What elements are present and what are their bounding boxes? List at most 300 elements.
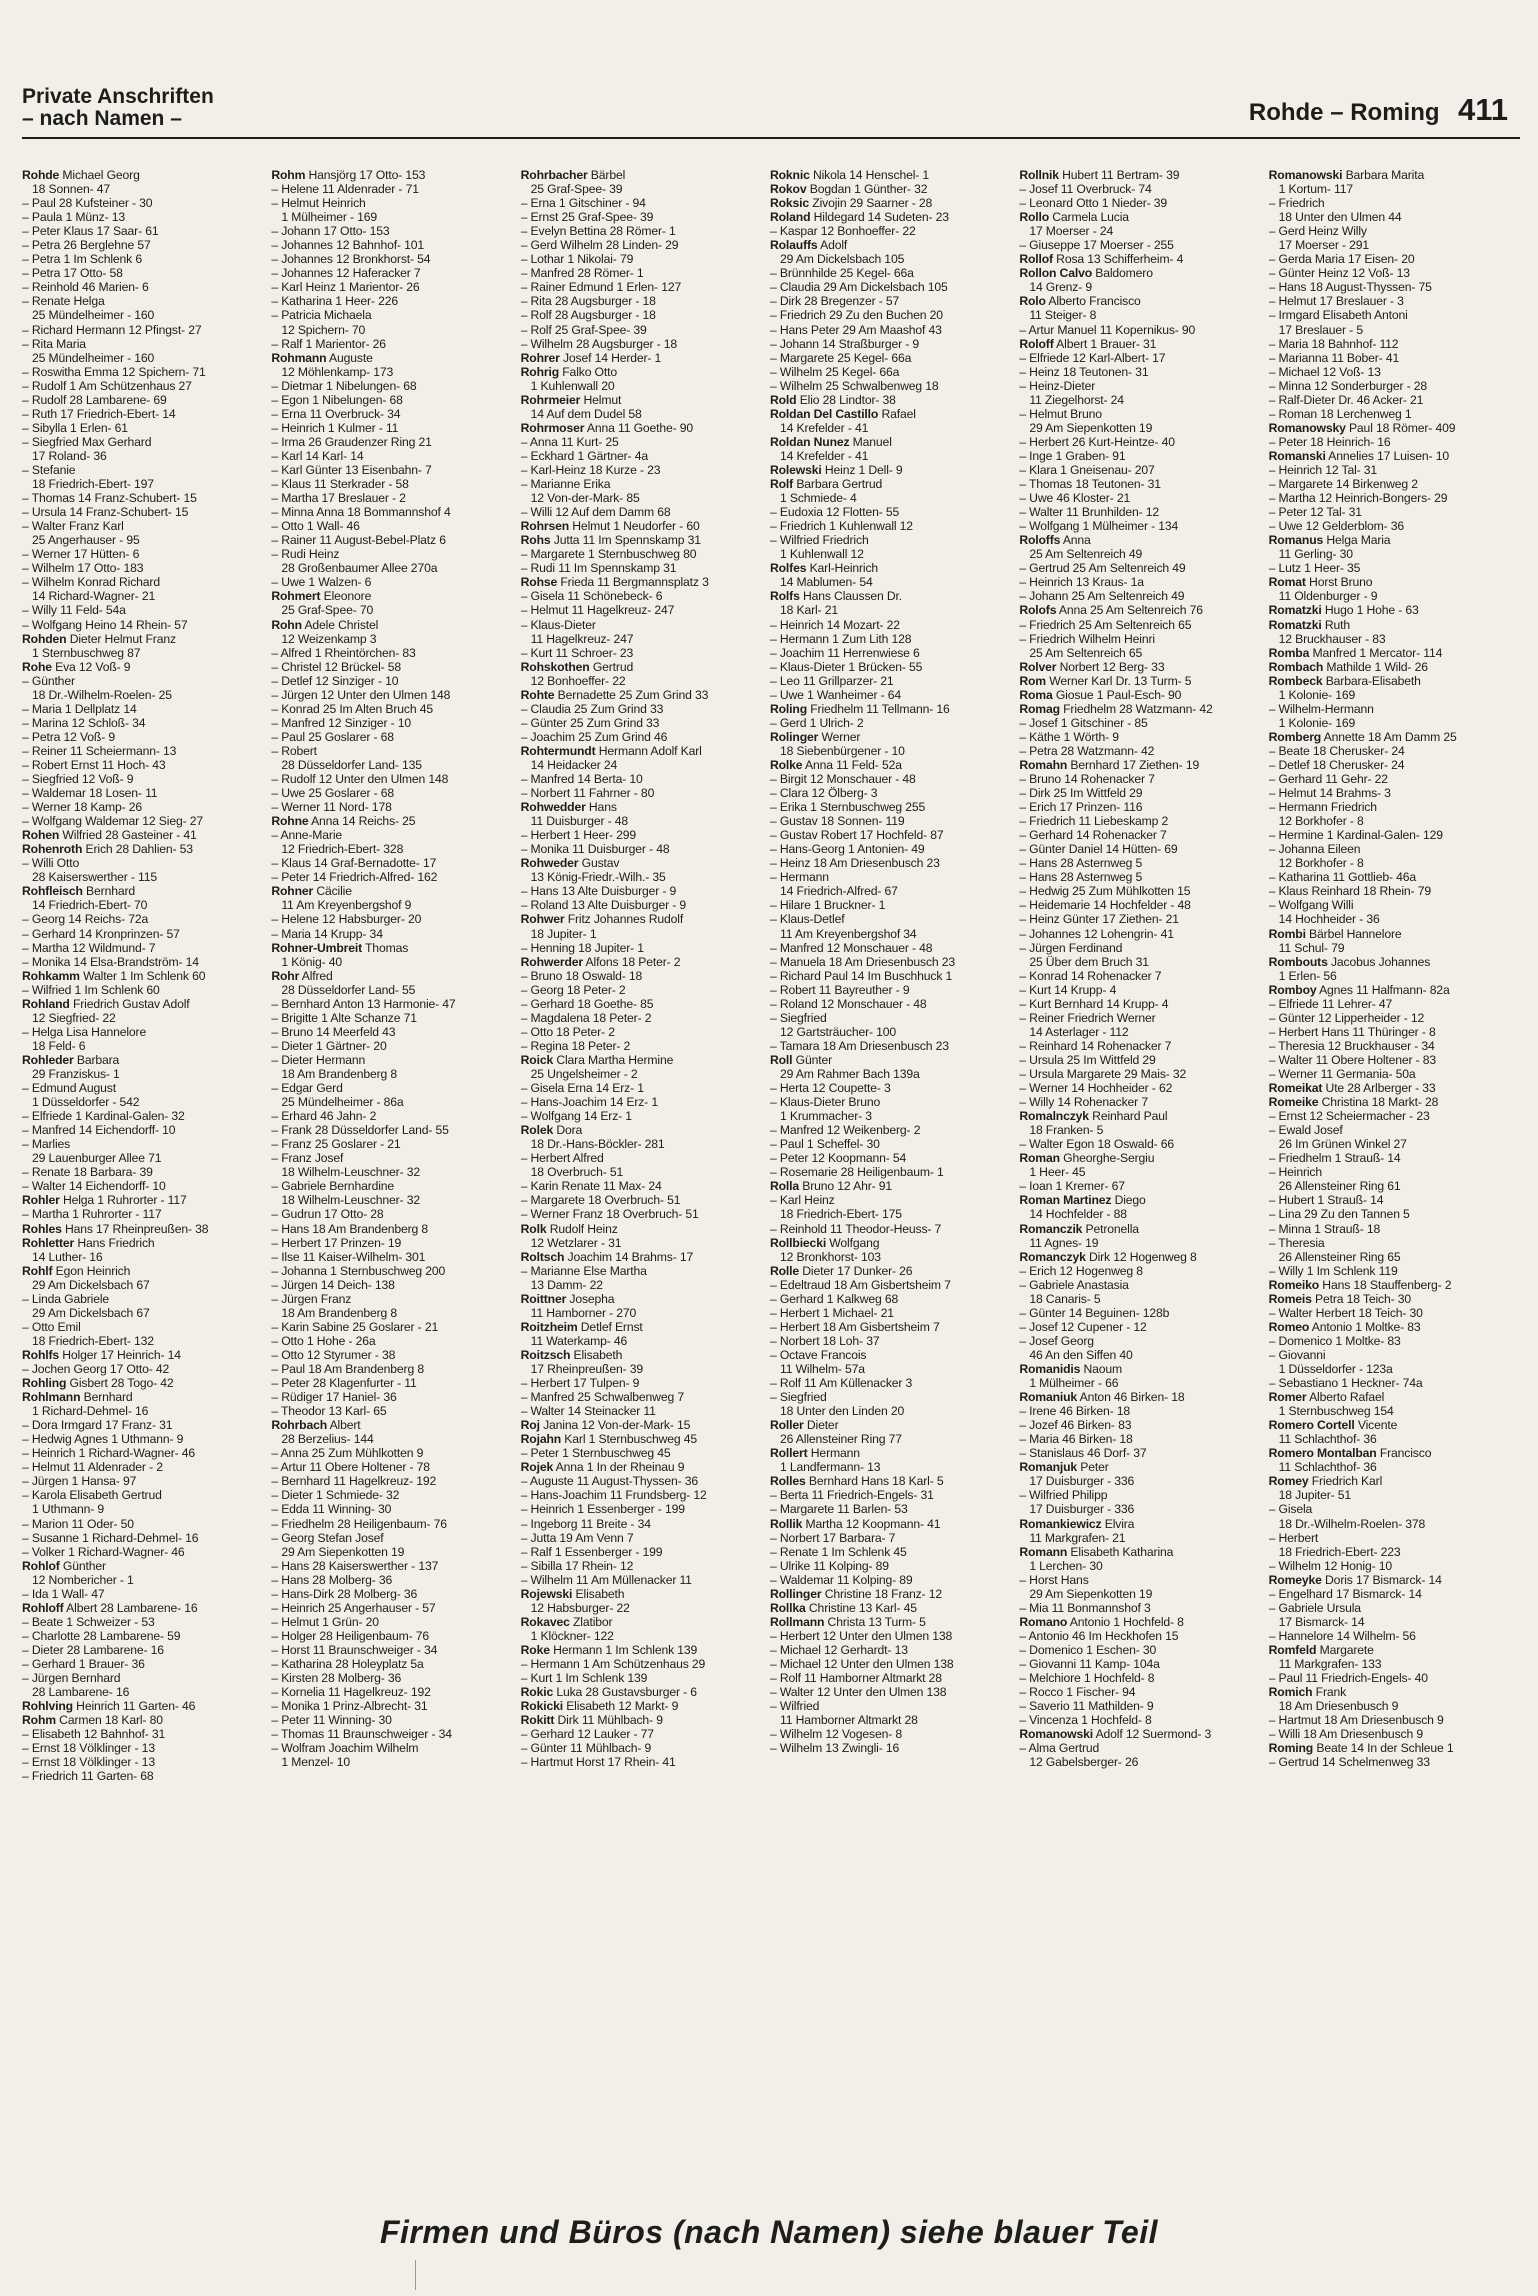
entry-continuation: – Tamara 18 Am Driesenbusch 23 — [769, 1038, 949, 1053]
entry-details: Jacobus Johannes — [1327, 954, 1431, 969]
entry-continuation: – Dieter 1 Schmiede- 32 — [271, 1488, 400, 1503]
entry-address-line: 18 Friedrich-Ebert- 197 — [32, 477, 154, 492]
entry-continuation: – Reinhold 46 Marien- 6 — [22, 280, 149, 295]
entry-continuation: – Marianne Erika — [520, 477, 611, 492]
entry-address-line: 11 Am Kreyenbergshof 9 — [281, 898, 412, 913]
entry-continuation: – Wilhelm 17 Otto- 183 — [22, 561, 144, 576]
entry-address-line: 12 Bronkhorst- 103 — [779, 1249, 881, 1264]
entry-surname: Roming — [1268, 1741, 1314, 1756]
entry-details: Anna — [1060, 533, 1091, 548]
entry-surname: Romanowski — [1019, 1727, 1093, 1742]
entry-continuation: – Katharina 28 Holeyplatz 5a — [271, 1656, 424, 1671]
entry-address-line: 29 Am Dickelsbach 105 — [779, 252, 905, 267]
entry-continuation: – Friedrich 11 Liebeskamp 2 — [1019, 814, 1169, 829]
entry-details: Hildegard 14 Sudeten- 23 — [810, 210, 949, 225]
entry-address-line: 46 An den Siffen 40 — [1029, 1347, 1133, 1362]
entry-surname: Rohlfs — [22, 1347, 60, 1362]
entry-continuation: – Friedhelm 1 Strauß- 14 — [1268, 1151, 1401, 1166]
entry-continuation: – Melchiore 1 Hochfeld- 8 — [1019, 1671, 1155, 1686]
entry-head — [1269, 927, 1512, 941]
footer-note: Firmen und Büros (nach Namen) siehe blauer Teil — [379, 2214, 1158, 2250]
entry-continuation: – Eckhard 1 Gärtner- 4a — [520, 448, 648, 463]
entry-head — [1269, 1573, 1512, 1587]
directory-column — [22, 168, 271, 2198]
entry-address-line: 14 Hochfelder - 88 — [1029, 1207, 1127, 1222]
entry-details: Hermann 1 Im Schlenk 139 — [549, 1642, 698, 1657]
entry-head — [770, 1418, 1013, 1432]
entry-surname: Roknic — [769, 168, 810, 182]
entry-surname: Rolek — [520, 1123, 554, 1138]
entry-continuation: – Leo 11 Grillparzer- 21 — [769, 673, 894, 688]
entry-continuation: – Klaus-Detlef — [769, 912, 845, 927]
entry-head — [1269, 449, 1512, 463]
entry-details: Elisabeth — [570, 1347, 623, 1362]
entry-continuation: – Minna 12 Sonderburger - 28 — [1268, 378, 1428, 393]
entry-surname: Rohleder — [22, 1052, 74, 1067]
entry-continuation: – Walter 14 Steinacker 11 — [520, 1404, 656, 1419]
entry-continuation: – Friedhelm 28 Heiligenbaum- 76 — [271, 1516, 447, 1531]
entry-continuation: – Rolf 28 Augsburger - 18 — [520, 308, 656, 323]
entry-address-line: 14 Luther- 16 — [32, 1249, 103, 1264]
entry-continuation: – Wolfgang 14 Erz- 1 — [520, 1109, 632, 1124]
entry-continuation: – Gerhard 14 Kronprinzen- 57 — [22, 926, 180, 941]
entry-surname: Rollo — [1019, 210, 1050, 225]
entry-continuation: – Heinrich 25 Angerhauser - 57 — [271, 1600, 436, 1615]
entry-address-line: 1 Kortum- 117 — [1278, 182, 1354, 197]
entry-details: Barbara — [73, 1052, 120, 1067]
entry-details: Zivojin 29 Saarner - 28 — [809, 196, 933, 211]
entry-surname: Rokov — [769, 182, 807, 197]
entry-continuation: – Petra 12 Voß- 9 — [22, 729, 115, 744]
entry-details: Peter — [1077, 1460, 1109, 1475]
entry-head — [1269, 1418, 1512, 1432]
entry-address-line: 29 Am Siepenkotten 19 — [281, 1544, 405, 1559]
entry-address-line: 11 Hamborner - 270 — [530, 1305, 637, 1320]
entry-continuation: – Herbert Hans 11 Thüringer - 8 — [1268, 1024, 1436, 1039]
entry-surname: Rohskothen — [520, 659, 590, 674]
entry-continuation: – Giovanni — [1268, 1347, 1326, 1362]
entry-head — [521, 1685, 764, 1699]
entry-continuation: – Jürgen 12 Unter den Ulmen 148 — [271, 687, 451, 702]
entry-continuation: – Friedrich 29 Zu den Buchen 20 — [769, 308, 943, 323]
entry-continuation: – Reinhard 14 Rohenacker 7 — [1019, 1038, 1172, 1053]
entry-address-line: 18 Friedrich-Ebert- 175 — [779, 1207, 902, 1222]
entry-continuation: – Monika 14 Elsa-Brandström- 14 — [22, 954, 199, 969]
entry-address-line: 18 Dr.-Hans-Böckler- 281 — [530, 1137, 665, 1152]
entry-surname: Romatzki — [1268, 603, 1322, 618]
entry-continuation: – Martha 17 Breslauer - 2 — [271, 491, 406, 506]
entry-continuation: – Willy 14 Rohenacker 7 — [1019, 1095, 1148, 1110]
entry-continuation: – Monika 11 Duisburger - 48 — [520, 842, 670, 857]
entry-continuation: – Bruno 14 Meerfeld 43 — [271, 1024, 396, 1039]
entry-details: Anna 25 Am Seltenreich 76 — [1056, 603, 1203, 618]
entry-details: Agnes 11 Halfmann- 82a — [1316, 982, 1450, 997]
entry-continuation: – Gerda Maria 17 Eisen- 20 — [1268, 252, 1415, 267]
entry-continuation: – Rolf 11 Am Küllenacker 3 — [769, 1376, 913, 1391]
entry-address-line: 28 Großenbaumer Allee 270a — [281, 561, 438, 576]
entry-continuation: – Willi 18 Am Driesenbusch 9 — [1268, 1727, 1423, 1742]
entry-continuation: – Hannelore 14 Wilhelm- 56 — [1268, 1628, 1416, 1643]
entry-head — [22, 884, 265, 898]
entry-continuation: – Thomas 18 Teutonen- 31 — [1019, 477, 1161, 492]
entry-address-line: 12 Habsburger- 22 — [530, 1600, 630, 1615]
entry-continuation: – Brünnhilde 25 Kegel- 66a — [769, 266, 914, 281]
entry-continuation: – Walter 11 Obere Holtener - 83 — [1268, 1052, 1437, 1067]
entry-address-line: 1 Uthmann- 9 — [32, 1502, 105, 1517]
entry-head — [1019, 758, 1262, 772]
entry-continuation: – Otto 1 Wall- 46 — [271, 519, 360, 534]
entry-head — [22, 1264, 265, 1278]
entry-address-line: 12 Bruckhauser - 83 — [1278, 631, 1386, 646]
entry-head — [271, 884, 514, 898]
entry-surname: Roman Martinez — [1019, 1193, 1112, 1208]
entry-continuation: – Alma Gertrud — [1019, 1741, 1100, 1756]
directory-columns — [22, 168, 1518, 2198]
entry-continuation: – Bernhard 11 Hagelkreuz- 192 — [271, 1474, 437, 1489]
entry-continuation: – Mia 11 Bonmannshof 3 — [1019, 1600, 1151, 1615]
entry-continuation: – Maria 1 Dellplatz 14 — [22, 701, 137, 716]
entry-continuation: – Hermann 1 Am Schützenhaus 29 — [520, 1656, 706, 1671]
entry-continuation: – Heinrich 1 Essenberger - 199 — [520, 1502, 685, 1517]
entry-details: Antonio 1 Moltke- 83 — [1309, 1319, 1421, 1334]
entry-address-line: 18 Friedrich-Ebert- 132 — [32, 1333, 154, 1348]
entry-surname: Rolk — [520, 1221, 547, 1236]
entry-continuation: – Heinz-Dieter — [1019, 378, 1096, 393]
entry-details: Cäcilie — [313, 884, 352, 899]
entry-head — [770, 561, 1013, 575]
entry-address-line: 12 Gabelsberger- 26 — [1029, 1755, 1139, 1770]
entry-details: Diego — [1111, 1193, 1146, 1208]
entry-surname: Romanski — [1268, 448, 1326, 463]
entry-head — [22, 842, 265, 856]
entry-continuation: – Elfriede 12 Karl-Albert- 17 — [1019, 350, 1166, 365]
entry-details: Annelies 17 Luisen- 10 — [1325, 448, 1449, 463]
entry-continuation: – Günter 14 Beguinen- 128b — [1019, 1305, 1170, 1320]
entry-continuation: – Alfred 1 Rheintörchen- 83 — [271, 645, 416, 660]
entry-details: Petronella — [1082, 1221, 1139, 1236]
entry-details: Bernhard — [80, 1390, 133, 1405]
entry-details: Barbara-Elisabeth — [1322, 673, 1421, 688]
entry-details: Christine 18 Franz- 12 — [821, 1586, 942, 1601]
entry-continuation: – Jozef 46 Birken- 83 — [1019, 1418, 1132, 1433]
entry-surname: Rojahn — [520, 1432, 562, 1447]
entry-details: Rosa 13 Schifferheim- 4 — [1052, 252, 1184, 267]
entry-address-line: 12 Bonhoeffer- 22 — [530, 673, 626, 688]
entry-continuation: – Edda 11 Winning- 30 — [271, 1502, 392, 1517]
entry-continuation: – Gerd Heinz Willy — [1268, 224, 1367, 239]
entry-head — [1269, 955, 1512, 969]
entry-continuation: – Robert — [271, 743, 317, 758]
entry-surname: Romeis — [1268, 1291, 1312, 1306]
entry-continuation: – Beate 1 Schweizer - 53 — [22, 1614, 155, 1629]
entry-surname: Rohloff — [22, 1600, 64, 1615]
entry-continuation: – Sebastiano 1 Heckner- 74a — [1268, 1376, 1423, 1391]
entry-address-line: 25 Am Seltenreich 49 — [1029, 547, 1143, 562]
entry-head — [1019, 168, 1262, 182]
entry-head — [1019, 1362, 1262, 1376]
entry-address-line: 17 Moerser - 291 — [1278, 238, 1370, 253]
entry-continuation: – Wilfried — [769, 1699, 820, 1714]
entry-head — [1269, 1741, 1512, 1755]
entry-head — [22, 1601, 265, 1615]
entry-address-line: 11 Schlachthof- 36 — [1278, 1460, 1377, 1475]
entry-head — [1269, 1095, 1512, 1109]
entry-address-line: 29 Am Siepenkotten 19 — [1029, 1586, 1153, 1601]
entry-head — [521, 1432, 764, 1446]
entry-continuation: – Roman 18 Lerchenweg 1 — [1268, 406, 1412, 421]
entry-continuation: – Horst Hans — [1019, 1572, 1089, 1587]
entry-continuation: – Frank 28 Düsseldorfer Land- 55 — [271, 1123, 449, 1138]
entry-details: Ute 28 Arlberger - 33 — [1322, 1081, 1436, 1096]
entry-continuation: – Jürgen 14 Deich- 138 — [271, 1277, 395, 1292]
entry-continuation: – Stefanie — [22, 462, 76, 477]
entry-continuation: – Wilhelm 12 Honig- 10 — [1268, 1558, 1393, 1573]
entry-continuation: – Magdalena 18 Peter- 2 — [520, 1010, 652, 1025]
entry-continuation: – Theodor 13 Karl- 65 — [271, 1404, 387, 1419]
entry-surname: Rohrbach — [271, 1418, 328, 1433]
entry-surname: Romankiewicz — [1019, 1516, 1102, 1531]
entry-surname: Rohrer — [520, 350, 560, 365]
entry-continuation: – Otto 1 Hohe - 26a — [271, 1333, 376, 1348]
entry-head — [1019, 1222, 1262, 1236]
entry-address-line: 14 Auf dem Dudel 58 — [530, 406, 642, 421]
entry-continuation: – Norbert 17 Barbara- 7 — [769, 1530, 896, 1545]
entry-details: Mathilde 1 Wild- 26 — [1323, 659, 1428, 674]
entry-continuation: – Herbert 26 Kurt-Heintze- 40 — [1019, 434, 1175, 449]
entry-surname: Rolinger — [769, 729, 819, 744]
entry-details: Dieter 17 Dunker- 26 — [799, 1263, 913, 1278]
entry-continuation: – Patricia Michaela — [271, 308, 372, 323]
entry-continuation: – Edmund August — [22, 1081, 116, 1096]
entry-address-line: 1 Düsseldorfer - 123a — [1278, 1361, 1393, 1376]
entry-continuation: – Leonard Otto 1 Nieder- 39 — [1019, 196, 1168, 211]
entry-surname: Rohs — [520, 533, 551, 548]
entry-continuation: – Ruth 17 Friedrich-Ebert- 14 — [22, 406, 176, 421]
entry-address-line: 12 Nombericher - 1 — [32, 1572, 134, 1587]
entry-details: Bernhard — [82, 884, 135, 899]
entry-continuation: – Klaus Reinhard 18 Rhein- 79 — [1268, 884, 1431, 899]
entry-continuation: – Wilhelm-Hermann — [1268, 701, 1374, 716]
entry-surname: Rohletter — [22, 1235, 75, 1250]
entry-continuation: – Dora Irmgard 17 Franz- 31 — [22, 1418, 173, 1433]
entry-head — [521, 1418, 764, 1432]
entry-details: Adolf — [817, 238, 848, 253]
entry-continuation: – Claudia 25 Zum Grind 33 — [520, 701, 664, 716]
entry-continuation: – Helmut 17 Breslauer - 3 — [1268, 294, 1404, 309]
entry-continuation: – Hans 18 August-Thyssen- 75 — [1268, 280, 1432, 295]
entry-details: Karl 1 Sternbuschweg 45 — [561, 1432, 698, 1447]
entry-surname: Rohrbacher — [520, 168, 588, 182]
entry-continuation: – Wilfried Friedrich — [769, 533, 869, 548]
entry-continuation: – Anne-Marie — [271, 828, 343, 843]
entry-head — [22, 660, 265, 674]
entry-head — [1269, 1685, 1512, 1699]
entry-details: Hermann — [807, 1446, 860, 1461]
entry-continuation: – Katharina 11 Gottlieb- 46a — [1268, 870, 1416, 885]
entry-surname: Rojewski — [520, 1586, 573, 1601]
entry-continuation: – Klaus 14 Graf-Bernadotte- 17 — [271, 856, 437, 871]
entry-surname: Romba — [1268, 645, 1310, 660]
entry-head — [271, 351, 514, 365]
entry-continuation: – Rosemarie 28 Heiligenbaum- 1 — [769, 1165, 944, 1180]
entry-continuation: – Willi Otto — [22, 856, 80, 871]
entry-continuation: – Otto Emil — [22, 1319, 81, 1334]
entry-continuation: – Karola Elisabeth Gertrud — [22, 1488, 162, 1503]
entry-head — [1269, 1474, 1512, 1488]
entry-address-line: 18 Dr.-Wilhelm-Roelen- 25 — [32, 687, 172, 702]
entry-continuation: – Herbert — [1268, 1530, 1319, 1545]
entry-address-line: 28 Düsseldorfer Land- 55 — [281, 982, 416, 997]
entry-address-line: 11 Oldenburger - 9 — [1278, 589, 1378, 604]
entry-continuation: – Ralf-Dieter Dr. 46 Acker- 21 — [1268, 392, 1424, 407]
entry-continuation: – Margarete 11 Barlen- 53 — [769, 1502, 908, 1517]
entry-surname: Rollert — [769, 1446, 808, 1461]
entry-continuation: – Peter 18 Heinrich- 16 — [1268, 434, 1391, 449]
entry-head — [770, 1264, 1013, 1278]
entry-continuation: – Wilhelm Konrad Richard — [22, 575, 160, 590]
entry-continuation: – Johannes 12 Lohengrin- 41 — [1019, 926, 1174, 941]
entry-head — [770, 1601, 1013, 1615]
entry-continuation: – Hans 18 Am Brandenberg 8 — [271, 1221, 429, 1236]
entry-head — [271, 589, 514, 603]
entry-address-line: 1 Düsseldorfer - 542 — [32, 1095, 140, 1110]
entry-details: Karl-Heinrich — [806, 561, 879, 576]
entry-continuation: – Ernst 12 Scheiermacher - 23 — [1268, 1109, 1430, 1124]
entry-address-line: 25 Über dem Bruch 31 — [1029, 954, 1149, 969]
entry-continuation: – Charlotte 28 Lambarene- 59 — [22, 1628, 181, 1643]
entry-continuation: – Josef 12 Cupener - 12 — [1019, 1319, 1147, 1334]
entry-continuation: – Helene 11 Aldenrader - 71 — [271, 182, 419, 197]
entry-continuation: – Waldemar 11 Kolping- 89 — [769, 1572, 913, 1587]
entry-details: Hans Friedrich — [74, 1235, 155, 1250]
entry-surname: Romero Montalban — [1268, 1446, 1377, 1461]
entry-surname: Roloffs — [1019, 533, 1061, 548]
entry-continuation: – Erich 17 Prinzen- 116 — [1019, 800, 1143, 815]
entry-continuation: – Gerhard 11 Gehr- 22 — [1268, 772, 1388, 787]
entry-details: Günther — [59, 1558, 106, 1573]
entry-details: Friedrich Gustav Adolf — [69, 996, 190, 1011]
entry-continuation: – Margarete 18 Overbruch- 51 — [520, 1193, 681, 1208]
entry-continuation: – Karl Heinz — [769, 1193, 835, 1208]
entry-continuation: – Konrad 14 Rohenacker 7 — [1019, 968, 1162, 983]
entry-continuation: – Herbert 17 Tulpen- 9 — [520, 1376, 640, 1391]
entry-head — [22, 1193, 265, 1207]
entry-continuation: – Kaspar 12 Bonhoeffer- 22 — [769, 224, 916, 239]
entry-surname: Roitzheim — [520, 1319, 578, 1334]
entry-continuation: – Wilhelm 13 Zwingli- 16 — [769, 1741, 900, 1756]
entry-details: Adolf 12 Suermond- 3 — [1093, 1727, 1212, 1742]
entry-continuation: – Ernst 18 Völklinger - 13 — [22, 1741, 155, 1756]
entry-address-line: 11 Am Kreyenbergshof 34 — [779, 926, 917, 941]
entry-head — [22, 1376, 265, 1390]
entry-continuation: – Kirsten 28 Molberg- 36 — [271, 1671, 402, 1686]
entry-head — [1269, 1390, 1512, 1404]
entry-details: Elisabeth 12 Markt- 9 — [562, 1699, 679, 1714]
entry-address-line: 11 Schlachthof- 36 — [1278, 1432, 1377, 1447]
entry-continuation: – Jutta 19 Am Venn 7 — [520, 1530, 634, 1545]
entry-details: Petra 18 Teich- 30 — [1311, 1291, 1411, 1306]
entry-continuation: – Octave Francois — [769, 1347, 867, 1362]
entry-surname: Rohn — [271, 617, 302, 632]
entry-continuation: – Paul 11 Friedrich-Engels- 40 — [1268, 1671, 1428, 1686]
entry-address-line: 1 Krummacher- 3 — [779, 1109, 872, 1124]
entry-head — [521, 421, 764, 435]
page-header-right — [1249, 92, 1508, 128]
entry-head — [1019, 1517, 1262, 1531]
entry-head — [521, 1460, 764, 1474]
entry-continuation: – Hilare 1 Bruckner- 1 — [769, 898, 886, 913]
entry-continuation: – Siegfried — [769, 1010, 827, 1025]
entry-continuation: – Jürgen Ferdinand — [1019, 940, 1123, 955]
entry-address-line: 28 Kaiserswerther - 115 — [32, 870, 158, 885]
entry-head — [1269, 421, 1512, 435]
entry-continuation: – Giovanni 11 Kamp- 104a — [1019, 1656, 1160, 1671]
entry-head — [521, 533, 764, 547]
scan-mark — [415, 2260, 416, 2290]
entry-continuation: – Michael 12 Gerhardt- 13 — [769, 1642, 908, 1657]
entry-continuation: – Uwe 46 Kloster- 21 — [1019, 491, 1131, 506]
entry-details: Elisabeth — [572, 1586, 625, 1601]
entry-details: Francisco — [1376, 1446, 1432, 1461]
entry-continuation: – Dieter Hermann — [271, 1052, 366, 1067]
entry-continuation: – Bruno 18 Oswald- 18 — [520, 968, 643, 983]
entry-surname: Romaniuk — [1019, 1390, 1078, 1405]
entry-head — [1269, 1446, 1512, 1460]
entry-continuation: – Willy 1 Im Schlenk 119 — [1268, 1263, 1398, 1278]
entry-address-line: 29 Franziskus- 1 — [32, 1067, 120, 1081]
entry-continuation: – Johannes 12 Haferacker 7 — [271, 266, 421, 281]
entry-continuation: – Herbert Alfred — [520, 1151, 604, 1166]
entry-address-line: 18 Siebenbürgener - 10 — [779, 743, 905, 758]
entry-head — [1019, 688, 1262, 702]
entry-address-line: 1 Sternbuschweg 154 — [1278, 1404, 1394, 1419]
entry-continuation: – Herbert 18 Am Gisbertsheim 7 — [769, 1319, 940, 1334]
entry-continuation: – Klaus 11 Sterkrader - 58 — [271, 477, 409, 492]
entry-details: Josepha — [566, 1291, 615, 1306]
entry-details: Elvira — [1101, 1516, 1135, 1531]
entry-continuation: – Franz 25 Goslarer - 21 — [271, 1137, 401, 1152]
entry-continuation: – Georg Stefan Josef — [271, 1530, 384, 1545]
entry-head — [22, 1348, 265, 1362]
entry-continuation: – Ralf 1 Marientor- 26 — [271, 336, 386, 351]
entry-continuation: – Peter 1 Sternbuschweg 45 — [520, 1446, 671, 1461]
entry-head — [770, 477, 1013, 491]
entry-head — [1019, 1109, 1262, 1123]
entry-details: Hermann Adolf Karl — [595, 743, 702, 758]
entry-address-line: 14 Hochheider - 36 — [1278, 912, 1380, 927]
entry-head — [22, 1236, 265, 1250]
entry-surname: Romero Cortell — [1268, 1418, 1355, 1433]
entry-continuation: – Uwe 12 Gelderblom- 36 — [1268, 519, 1405, 534]
entry-details: Michael Georg — [59, 168, 140, 182]
entry-details: Ruth — [1321, 617, 1351, 632]
entry-continuation: – Gerd 1 Ulrich- 2 — [769, 715, 864, 730]
entry-continuation: – Johannes 12 Bahnhof- 101 — [271, 238, 424, 253]
entry-head — [770, 589, 1013, 603]
entry-continuation: – Petra 26 Berglehne 57 — [22, 238, 151, 253]
entry-address-line: 18 Unter den Linden 20 — [779, 1404, 905, 1419]
entry-continuation: – Brigitte 1 Alte Schanze 71 — [271, 1010, 417, 1025]
entry-continuation: – Thomas 14 Franz-Schubert- 15 — [22, 491, 197, 506]
entry-continuation: – Walter Egon 18 Oswald- 66 — [1019, 1137, 1175, 1152]
entry-surname: Romfeld — [1268, 1642, 1317, 1657]
entry-continuation: – Richard Paul 14 Im Buschhuck 1 — [769, 968, 953, 983]
entry-head — [22, 969, 265, 983]
entry-continuation: – Werner 11 Germania- 50a — [1268, 1067, 1416, 1081]
entry-continuation: – Karl Günter 13 Eisenbahn- 7 — [271, 462, 432, 477]
entry-details: Helmut — [580, 392, 622, 407]
entry-continuation: – Günter 12 Lipperheider - 12 — [1268, 1010, 1425, 1025]
